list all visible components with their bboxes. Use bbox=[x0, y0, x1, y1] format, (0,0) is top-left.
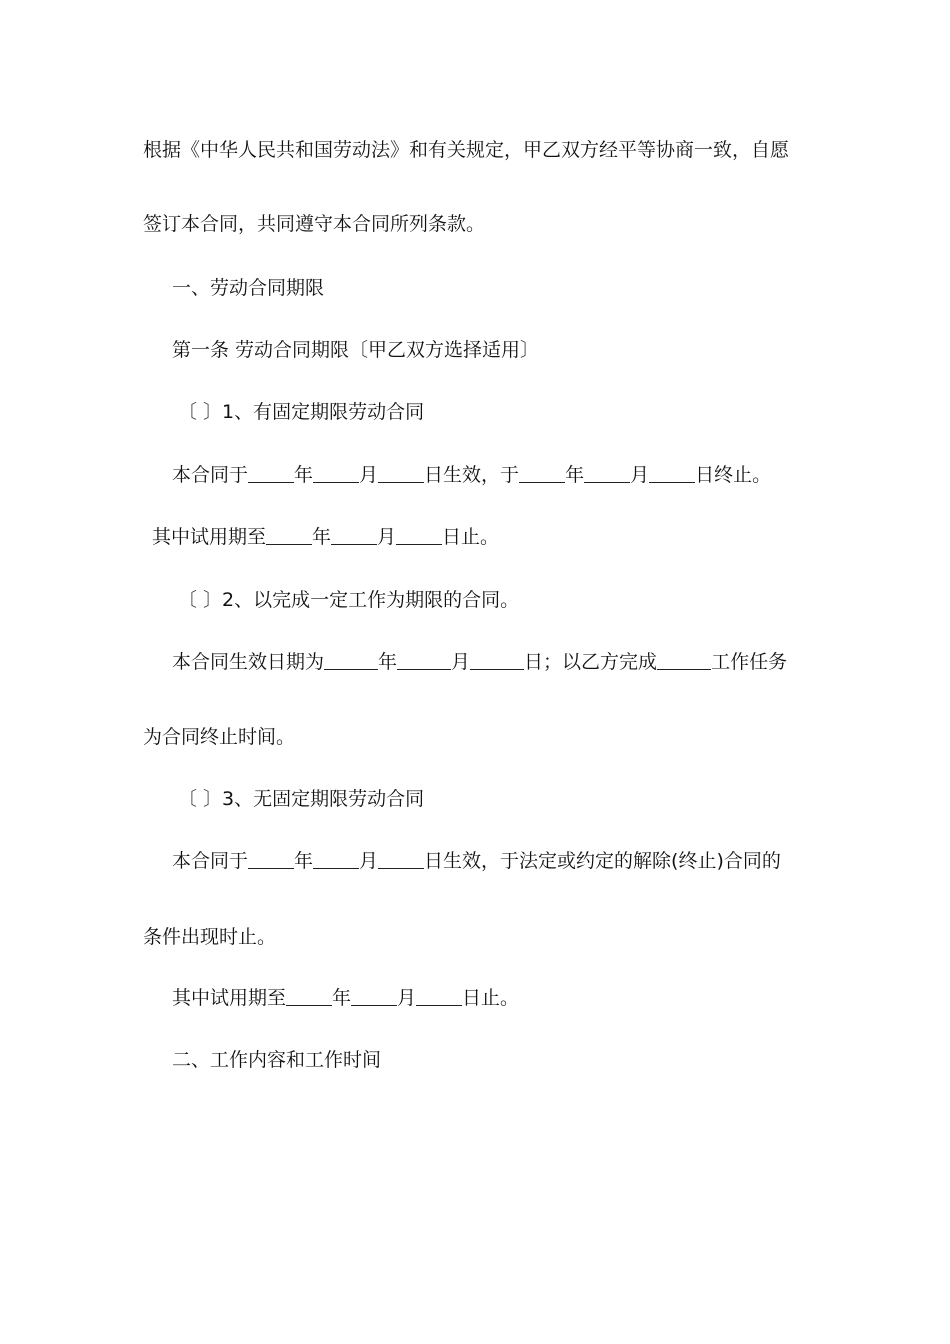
preamble-line-1: 根据《中华人民共和国劳动法》和有关规定，甲乙双方经平等协商一致，自愿 bbox=[143, 139, 790, 161]
label-text: 月 bbox=[630, 464, 650, 486]
label-text: 日终止。 bbox=[695, 464, 772, 486]
option-1-probation-line bbox=[152, 525, 499, 549]
day-blank[interactable] bbox=[416, 987, 462, 1006]
option-1: 〔 〕1、有固定期限劳动合同 bbox=[178, 401, 425, 423]
day-blank[interactable] bbox=[470, 651, 524, 670]
year-blank[interactable] bbox=[248, 464, 294, 483]
option-2: 〔 〕2、以完成一定工作为期限的合同。 bbox=[178, 589, 520, 611]
option-1-term-line bbox=[172, 463, 771, 487]
label-text: 年 bbox=[565, 464, 585, 486]
preamble-line-2: 签订本合同，共同遵守本合同所列条款。 bbox=[143, 213, 486, 235]
label-text: 月 bbox=[397, 987, 417, 1009]
section-heading-2: 二、工作内容和工作时间 bbox=[172, 1049, 382, 1071]
label-text: 年 bbox=[378, 651, 398, 673]
label-text: 本合同于 bbox=[172, 464, 249, 486]
month-blank[interactable] bbox=[584, 464, 630, 483]
day-blank[interactable] bbox=[396, 526, 442, 545]
year-blank[interactable] bbox=[248, 850, 294, 869]
label-text: 年 bbox=[294, 850, 314, 872]
label-text: 年 bbox=[312, 526, 332, 548]
label-text: 本合同生效日期为 bbox=[172, 651, 325, 673]
month-blank[interactable] bbox=[351, 987, 397, 1006]
option-2-term-end: 为合同终止时间。 bbox=[143, 726, 296, 748]
option-3-term-line bbox=[172, 849, 781, 873]
task-blank[interactable] bbox=[657, 651, 711, 670]
label-text: 日止。 bbox=[442, 526, 500, 548]
year-blank[interactable] bbox=[286, 987, 332, 1006]
label-text: 工作任务 bbox=[711, 651, 788, 673]
option-3-probation-line bbox=[172, 986, 519, 1010]
option-3-term-end: 条件出现时止。 bbox=[143, 926, 277, 948]
section-heading-1: 一、劳动合同期限 bbox=[172, 277, 325, 299]
day-blank[interactable] bbox=[649, 464, 695, 483]
label-text: 其中试用期至 bbox=[152, 526, 267, 548]
label-text: 日生效，于 bbox=[424, 464, 520, 486]
label-text: 月 bbox=[377, 526, 397, 548]
label-text: 年 bbox=[332, 987, 352, 1009]
label-text: 月 bbox=[451, 651, 471, 673]
label-text: 日生效，于法定或约定的解除(终止)合同的 bbox=[424, 850, 781, 872]
month-blank[interactable] bbox=[313, 850, 359, 869]
label-text: 月 bbox=[359, 464, 379, 486]
month-blank[interactable] bbox=[313, 464, 359, 483]
day-blank[interactable] bbox=[378, 850, 424, 869]
year-blank[interactable] bbox=[266, 526, 312, 545]
label-text: 月 bbox=[359, 850, 379, 872]
article-1-heading: 第一条 劳动合同期限〔甲乙双方选择适用〕 bbox=[172, 339, 540, 361]
label-text: 本合同于 bbox=[172, 850, 249, 872]
option-3: 〔 〕3、无固定期限劳动合同 bbox=[178, 788, 425, 810]
label-text: 年 bbox=[294, 464, 314, 486]
label-text: 日止。 bbox=[462, 987, 520, 1009]
month-blank[interactable] bbox=[397, 651, 451, 670]
year-blank[interactable] bbox=[324, 651, 378, 670]
day-blank[interactable] bbox=[378, 464, 424, 483]
label-text: 日；以乙方完成 bbox=[524, 651, 658, 673]
year-blank[interactable] bbox=[519, 464, 565, 483]
label-text: 其中试用期至 bbox=[172, 987, 287, 1009]
month-blank[interactable] bbox=[331, 526, 377, 545]
option-2-term-line bbox=[172, 650, 787, 674]
